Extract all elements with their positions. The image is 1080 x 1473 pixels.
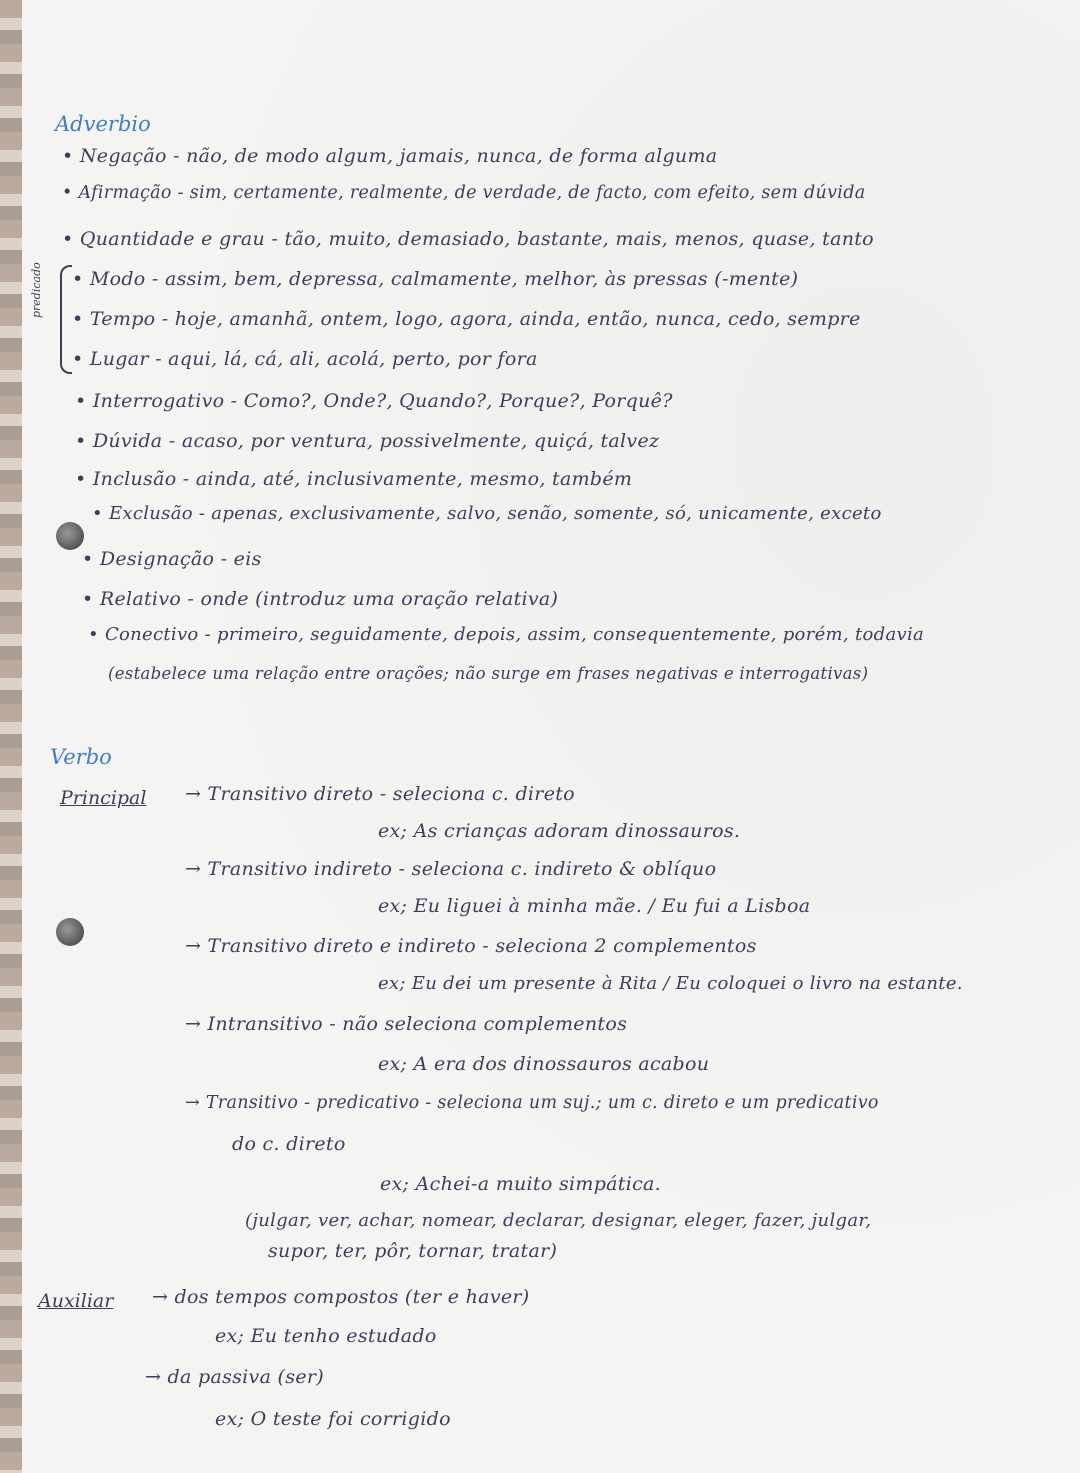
adverbio-line: • Designação - eis	[82, 548, 262, 570]
adverbio-line: • Dúvida - acaso, por ventura, possivelmente, quiçá, talvez	[75, 430, 660, 452]
verbo-line: → Intransitivo - não seleciona complementos	[185, 1013, 628, 1035]
auxiliar-example: ex; Eu tenho estudado	[215, 1325, 437, 1347]
section-title-verbo: Verbo	[50, 745, 112, 769]
verbo-line: → Transitivo indireto - seleciona c. indireto & oblíquo	[185, 858, 717, 880]
adverbio-line: • Tempo - hoje, amanhã, ontem, logo, agora, ainda, então, nunca, cedo, sempre	[72, 308, 861, 330]
side-note-predicado: predicado	[30, 262, 43, 318]
auxiliar-example: ex; O teste foi corrigido	[215, 1408, 451, 1430]
verbo-example: ex; Achei-a muito simpática.	[380, 1173, 662, 1195]
adverbio-line: • Lugar - aqui, lá, cá, ali, acolá, perto, por fora	[72, 348, 538, 370]
verbo-example: ex; As crianças adoram dinossauros.	[378, 820, 741, 842]
punch-hole-bottom	[56, 918, 84, 946]
adverbio-line: (estabelece uma relação entre orações; não surge em frases negativas e interrogativas)	[108, 664, 869, 683]
adverbio-line: • Interrogativo - Como?, Onde?, Quando?, Porque?, Porquê?	[75, 390, 673, 412]
verbo-note: (julgar, ver, achar, nomear, declarar, designar, eleger, fazer, julgar,	[245, 1210, 872, 1231]
verbo-note: supor, ter, pôr, tornar, tratar)	[268, 1240, 558, 1262]
predicado-brace	[60, 265, 72, 374]
spiral-edge	[0, 0, 22, 1473]
verbo-line: → Transitivo - predicativo - seleciona um suj.; um c. direto e um predicativo	[185, 1093, 879, 1113]
auxiliar-line: → dos tempos compostos (ter e haver)	[152, 1286, 530, 1308]
adverbio-line: • Modo - assim, bem, depressa, calmamente, melhor, às pressas (-mente)	[72, 268, 799, 290]
adverbio-line: • Quantidade e grau - tão, muito, demasiado, bastante, mais, menos, quase, tanto	[62, 228, 874, 250]
punch-hole-top	[56, 522, 84, 550]
adverbio-line: • Negação - não, de modo algum, jamais, nunca, de forma alguma	[62, 145, 718, 167]
verbo-line: do c. direto	[232, 1133, 346, 1155]
label-principal: Principal	[60, 787, 147, 809]
verbo-line: → Transitivo direto e indireto - seleciona 2 complementos	[185, 935, 757, 957]
adverbio-line: • Exclusão - apenas, exclusivamente, salvo, senão, somente, só, unicamente, exceto	[92, 503, 882, 524]
label-auxiliar: Auxiliar	[38, 1290, 114, 1312]
adverbio-line: • Conectivo - primeiro, seguidamente, depois, assim, consequentemente, porém, todavia	[88, 624, 925, 645]
auxiliar-line: → da passiva (ser)	[145, 1366, 324, 1388]
adverbio-line: • Afirmação - sim, certamente, realmente, de verdade, de facto, com efeito, sem dúvida	[62, 183, 866, 203]
verbo-example: ex; Eu liguei à minha mãe. / Eu fui a Lisboa	[378, 895, 811, 917]
verbo-example: ex; Eu dei um presente à Rita / Eu coloquei o livro na estante.	[378, 973, 963, 994]
adverbio-line: • Relativo - onde (introduz uma oração relativa)	[82, 588, 559, 610]
adverbio-line: • Inclusão - ainda, até, inclusivamente, mesmo, também	[75, 468, 633, 490]
verbo-example: ex; A era dos dinossauros acabou	[378, 1053, 710, 1075]
verbo-line: → Transitivo direto - seleciona c. direto	[185, 783, 575, 805]
section-title-adverbio: Adverbio	[55, 112, 151, 136]
